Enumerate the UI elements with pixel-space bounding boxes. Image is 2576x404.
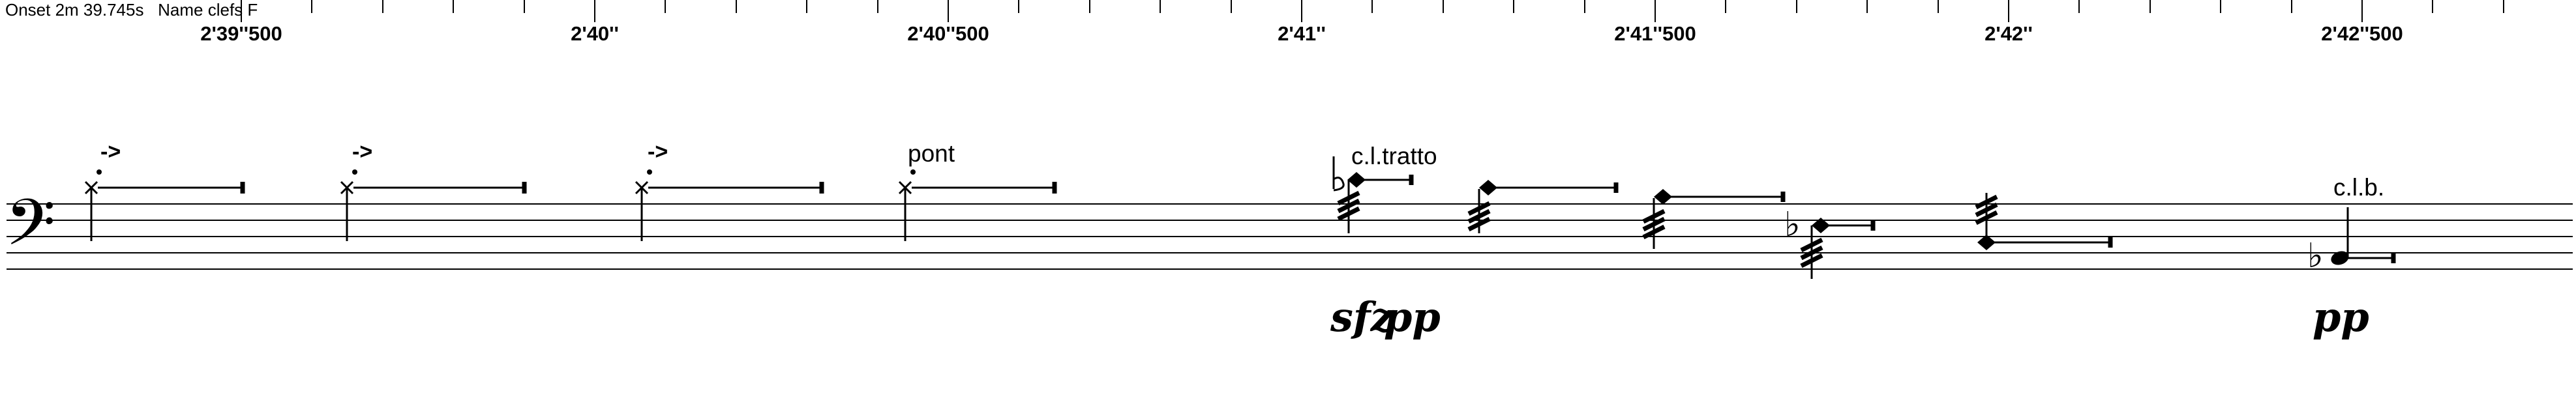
staccato-dot bbox=[647, 169, 652, 175]
note-x-3[interactable] bbox=[636, 169, 822, 241]
timeline-label: 2'40'' bbox=[571, 22, 619, 45]
note-diamond-3[interactable] bbox=[1643, 189, 1783, 249]
note-x-4[interactable] bbox=[899, 169, 1055, 241]
onset-readout: Onset 2m 39.745s bbox=[5, 0, 144, 20]
accent-mark: -> bbox=[100, 139, 121, 164]
hook-mark bbox=[1334, 156, 1343, 190]
note-diamond-2[interactable] bbox=[1469, 180, 1616, 233]
diamond-notehead bbox=[1347, 172, 1366, 188]
bass-clef-icon: 𝄢 bbox=[5, 186, 56, 276]
diamond-notehead bbox=[1654, 189, 1672, 205]
staccato-dot bbox=[910, 169, 916, 175]
note-x-1[interactable] bbox=[85, 169, 243, 241]
timeline-label: 2'42'' bbox=[1984, 22, 2033, 45]
timeline-label: 2'42''500 bbox=[2321, 22, 2403, 45]
timeline-ruler[interactable] bbox=[241, 0, 2504, 22]
technique-text-pont: pont bbox=[908, 140, 955, 167]
flat-icon: ♭ bbox=[2307, 237, 2324, 276]
staff bbox=[7, 204, 2573, 269]
clef-name-readout: Name clefs F bbox=[158, 0, 258, 20]
timeline-label: 2'40''500 bbox=[907, 22, 989, 45]
timeline-label: 2'41''500 bbox=[1614, 22, 1696, 45]
dynamic-pp: pp bbox=[1384, 293, 1441, 341]
note-filled-1[interactable] bbox=[2329, 207, 2393, 267]
diamond-notehead bbox=[1479, 180, 1497, 195]
accent-mark: -> bbox=[352, 139, 373, 164]
dynamic-sfz: sfz bbox=[1330, 293, 1394, 341]
note-diamond-5[interactable] bbox=[1976, 193, 2110, 250]
accent-mark: -> bbox=[648, 139, 668, 164]
staccato-dot bbox=[97, 169, 102, 175]
dynamic-pp: pp bbox=[2313, 293, 2369, 341]
timeline-label: 2'39''500 bbox=[200, 22, 282, 45]
note-x-2[interactable] bbox=[341, 169, 524, 241]
staccato-dot bbox=[352, 169, 357, 175]
timeline-label: 2'41'' bbox=[1278, 22, 1326, 45]
technique-text-clb: c.l.b. bbox=[2333, 174, 2385, 201]
technique-text-cl-tratto: c.l.tratto bbox=[1351, 143, 1437, 169]
flat-icon: ♭ bbox=[1784, 205, 1801, 244]
